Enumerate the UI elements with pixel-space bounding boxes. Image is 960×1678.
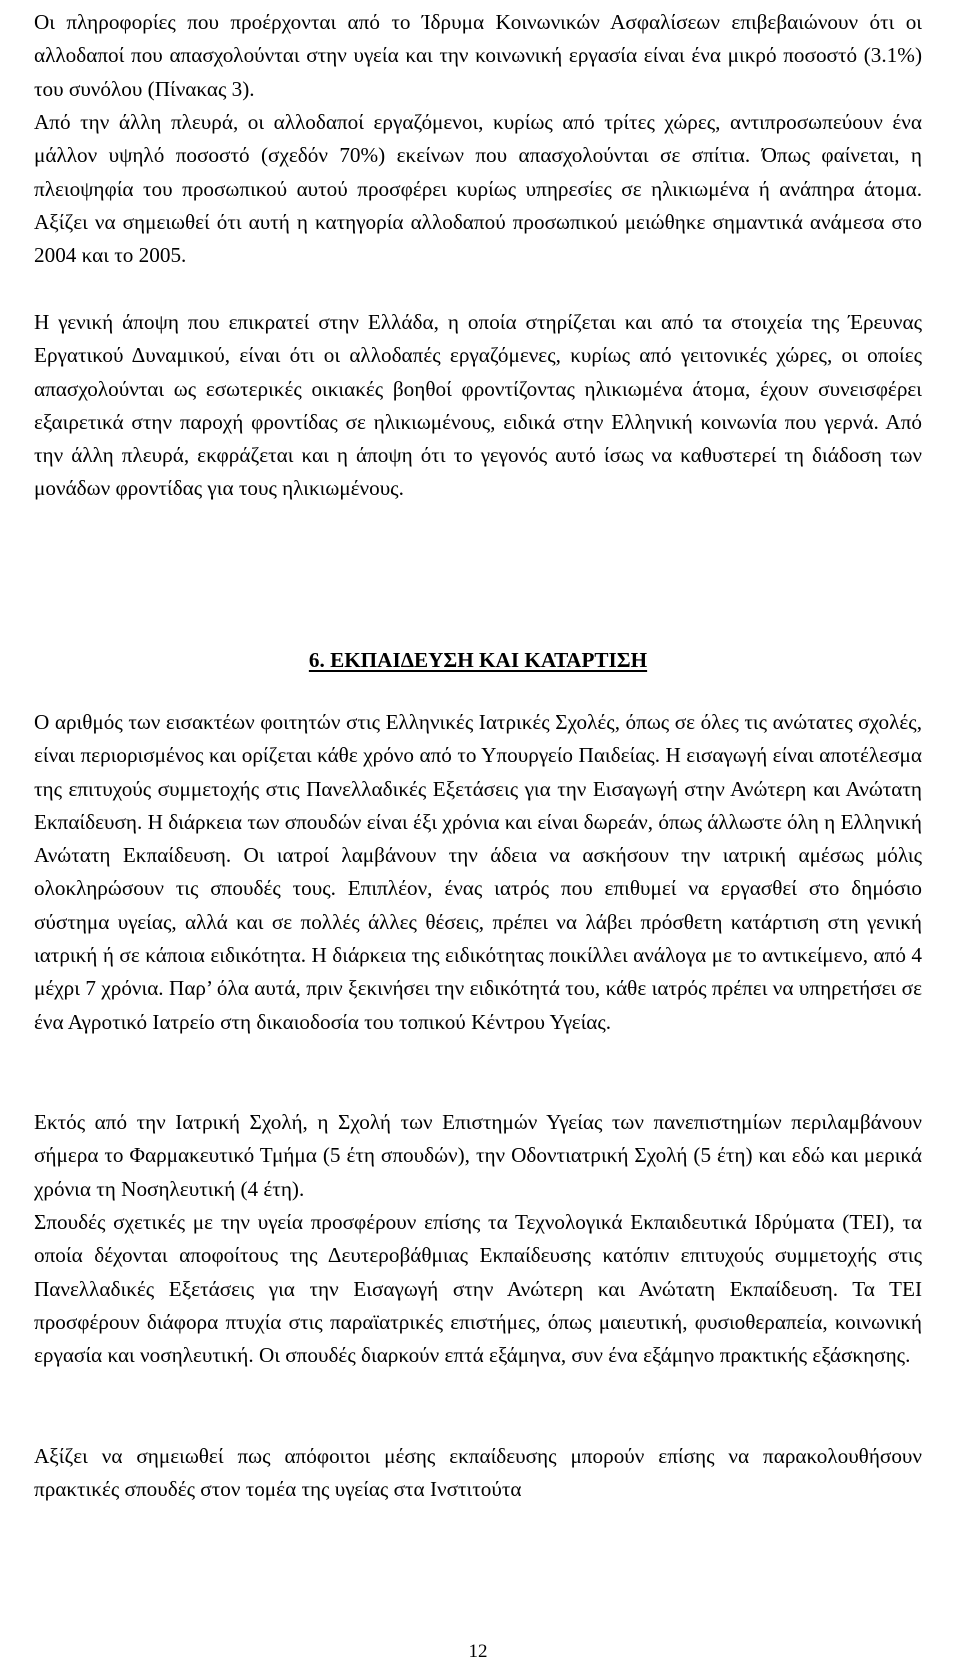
- paragraph-medical-schools: Ο αριθμός των εισακτέων φοιτητών στις Ελληνικές Ιατρικές Σχολές, όπως σε όλες τις ανώτατες σχολές, είναι περιορισμένος και ορίζεται κάθε χρόνο από το Υπουργείο Παιδείας. Η εισαγωγή είναι αποτέλεσμα της επιτυχούς συμμετοχής στις Πανελλαδικές Εξετάσεις για την Εισαγωγή στην Ανώτερη και Ανώτατη Εκπαίδευση. Η διάρκεια των σπουδών είναι έξι χρόνια και είναι δωρεάν, όπως άλλωστε όλη η Ελληνική Ανώτατη Εκπαίδευση. Οι ιατροί λαμβάνουν την άδεια να ασκήσουν την ιατρική αμέσως μόλις ολοκληρώσουν τις σπουδές τους. Επιπλέον, ένας ιατρός που επιθυμεί να εργασθεί στο δημόσιο σύστημα υγείας, αλλά και σε πολλές άλλες θέσεις, πρέπει να λάβει πρόσθετη κατάρτιση στη γενική ιατρική ή σε κάποια ειδικότητα. Η διάρκεια της ειδικότητας ποικίλλει ανάλογα με το αντικείμενο, από 4 μέχρι 7 χρόνια. Παρ’ όλα αυτά, πριν ξεκινήσει την ειδικότητά του, κάθε ιατρός πρέπει να υπηρετήσει σε ένα Αγροτικό Ιατρείο στη δικαιοδοσία του τοπικού Κέντρου Υγείας.: [34, 710, 922, 1034]
- document-page: [34, 0, 922, 1678]
- paragraph-tei-studies: Σπουδές σχετικές με την υγεία προσφέρουν επίσης τα Τεχνολογικά Εκπαιδευτικά Ιδρύματα (ΤΕΙ), τα οποία δέχονται αποφοίτους της Δευτεροβάθμιας Εκπαίδευσης κατόπιν επιτυχούς συμμετοχής στις Πανελλαδικές Εξετάσεις για την Εισαγωγή στην Ανώτερη και Ανώτατη Εκπαίδευση. Τα ΤΕΙ προσφέρουν διάφορα πτυχία στις παραϊατρικές επιστήμες, όπως μαιευτική, φυσιοθεραπεία, κοινωνική εργασία και νοσηλευτική. Οι σπουδές διαρκούν επτά εξάμηνα, συν ένα εξάμηνο πρακτικής εξάσκησης.: [34, 1210, 922, 1368]
- paragraph-general-view: Η γενική άποψη που επικρατεί στην Ελλάδα, η οποία στηρίζεται και από τα στοιχεία της Έρευνας Εργατικού Δυναμικού, είναι ότι οι αλλοδαπές εργαζόμενες, κυρίως από γειτονικές χώρες, οι οποίες απασχολούνται ως εσωτερικές οικιακές βοηθοί φροντίζοντας ηλικιωμένα άτομα, έχουν συνεισφέρει εξαιρετικά στην παροχή φροντίδας σε ηλικιωμένους, ειδικά στην Ελληνική κοινωνία που γερνά. Από την άλλη πλευρά, εκφράζεται και η άποψη ότι το γεγονός αυτό ίσως να καθυστερεί τη διάδοση των μονάδων φροντίδας για τους ηλικιωμένους.: [34, 310, 922, 501]
- paragraph-domestic-workers: Από την άλλη πλευρά, οι αλλοδαποί εργαζόμενοι, κυρίως από τρίτες χώρες, αντιπροσωπεύουν ένα μάλλον υψηλό ποσοστό (σχεδόν 70%) εκείνων που απασχολούνται σε σπίτια. Όπως φαίνεται, η πλειοψηφία του προσωπικού αυτού προσφέρει κυρίως υπηρεσίες σε ηλικιωμένα ή ανάπηρα άτομα. Αξίζει να σημειωθεί ότι αυτή η κατηγορία αλλοδαπού προσωπικού μειώθηκε σημαντικά ανάμεσα στο 2004 και το 2005.: [34, 110, 922, 268]
- section-heading-text: 6. ΕΚΠΑΙΔΕΥΣΗ ΚΑΙ ΚΑΤΑΡΤΙΣΗ: [308, 648, 648, 672]
- page-number: 12: [468, 1641, 488, 1662]
- section-heading: [34, 644, 922, 677]
- paragraph-social-insurance-data: Οι πληροφορίες που προέρχονται από το Ίδρυμα Κοινωνικών Ασφαλίσεων επιβεβαιώνουν ότι οι αλλοδαποί που απασχολούνται στην υγεία και την κοινωνική εργασία είναι ένα μικρό ποσοστό (3.1%) του συνόλου (Πίνακας 3).: [34, 10, 922, 101]
- paragraph-health-sciences: Εκτός από την Ιατρική Σχολή, η Σχολή των Επιστημών Υγείας των πανεπιστημίων περιλαμβάνουν σήμερα το Φαρμακευτικό Τμήμα (5 έτη σπουδών), την Οδοντιατρική Σχολή (5 έτη) και εδώ και μερικά χρόνια τη Νοσηλευτική (4 έτη).: [34, 1110, 922, 1201]
- paragraph-vocational-institutes: Αξίζει να σημειωθεί πως απόφοιτοι μέσης εκπαίδευσης μπορούν επίσης να παρακολουθήσουν πρακτικές σπουδές στον τομέα της υγείας στα Ινστιτούτα: [34, 1444, 922, 1502]
